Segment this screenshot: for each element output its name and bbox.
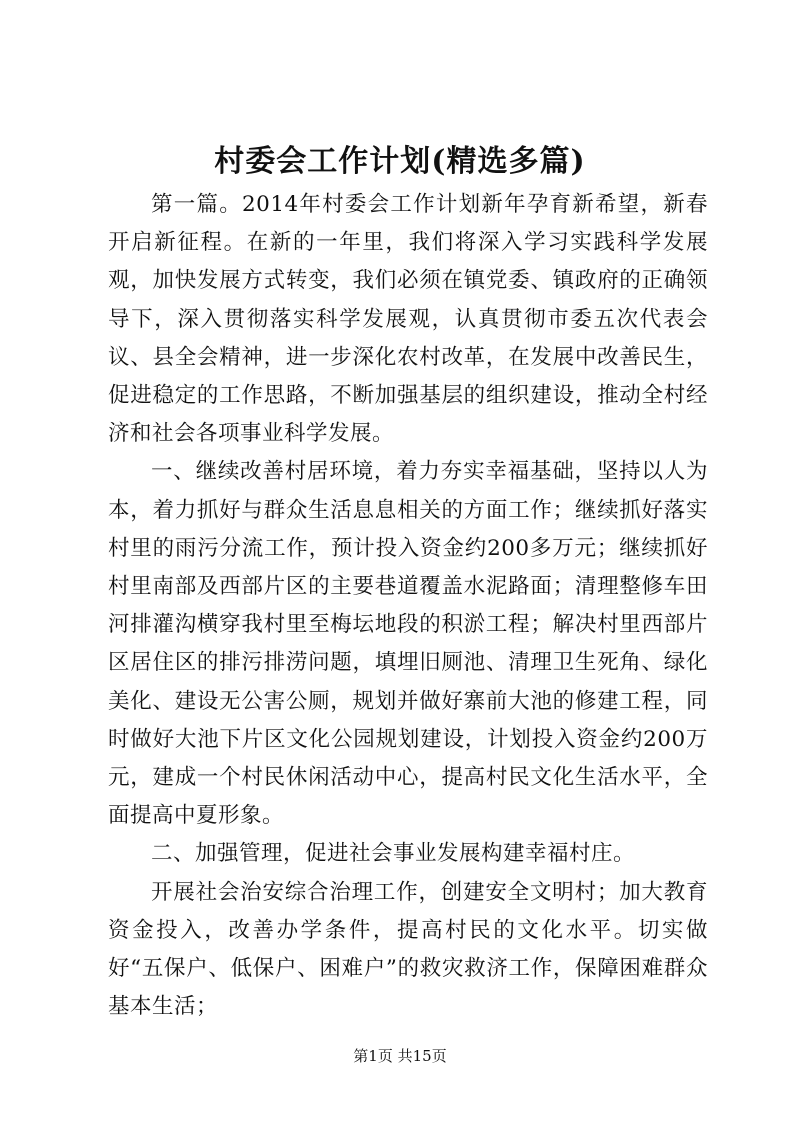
- paragraph-section-one: 一、继续改善村居环境，着力夯实幸福基础，坚持以人为本，着力抓好与群众生活息息相关的方面工作；继续抓好落实村里的雨污分流工作，预计投入资金约200多万元；继续抓好村里南部及西部片区的主要巷道覆盖水泥路面；清理整修车田河排灌沟横穿我村里至梅坛地段的积淤工程；解决村里西部片区居住区的排污排涝问题，填埋旧厕池、清理卫生死角、绿化美化、建设无公害公厕，规划并做好寨前大池的修建工程，同时做好大池下片区文化公园规划建设，计划投入资金约200万元，建成一个村民休闲活动中心，提高村民文化生活水平，全面提高中夏形象。: [108, 459, 708, 829]
- document-title: 村委会工作计划(精选多篇): [214, 144, 586, 179]
- page-number-footer: 第1页 共15页: [353, 1047, 447, 1065]
- paragraph-section-two-heading: 二、加强管理，促进社会事业发展构建幸福村庄。: [151, 841, 636, 867]
- document-body: [108, 186, 708, 1026]
- paragraph-intro: 第一篇。2014年村委会工作计划新年孕育新希望，新春开启新征程。在新的一年里，我们将深入学习实践科学发展观，加快发展方式转变，我们必须在镇党委、镇政府的正确领导下，深入贯彻落实科学发展观，认真贯彻市委五次代表会议、县全会精神，进一步深化农村改革，在发展中改善民生，促进稳定的工作思路，不断加强基层的组织建设，推动全村经济和社会各项事业科学发展。: [108, 192, 708, 447]
- paragraph-section-two-body: 开展社会治安综合治理工作，创建安全文明村；加大教育资金投入，改善办学条件，提高村民的文化水平。切实做好“五保户、低保户、困难户”的救灾救济工作，保障困难群众基本生活；: [108, 879, 708, 1020]
